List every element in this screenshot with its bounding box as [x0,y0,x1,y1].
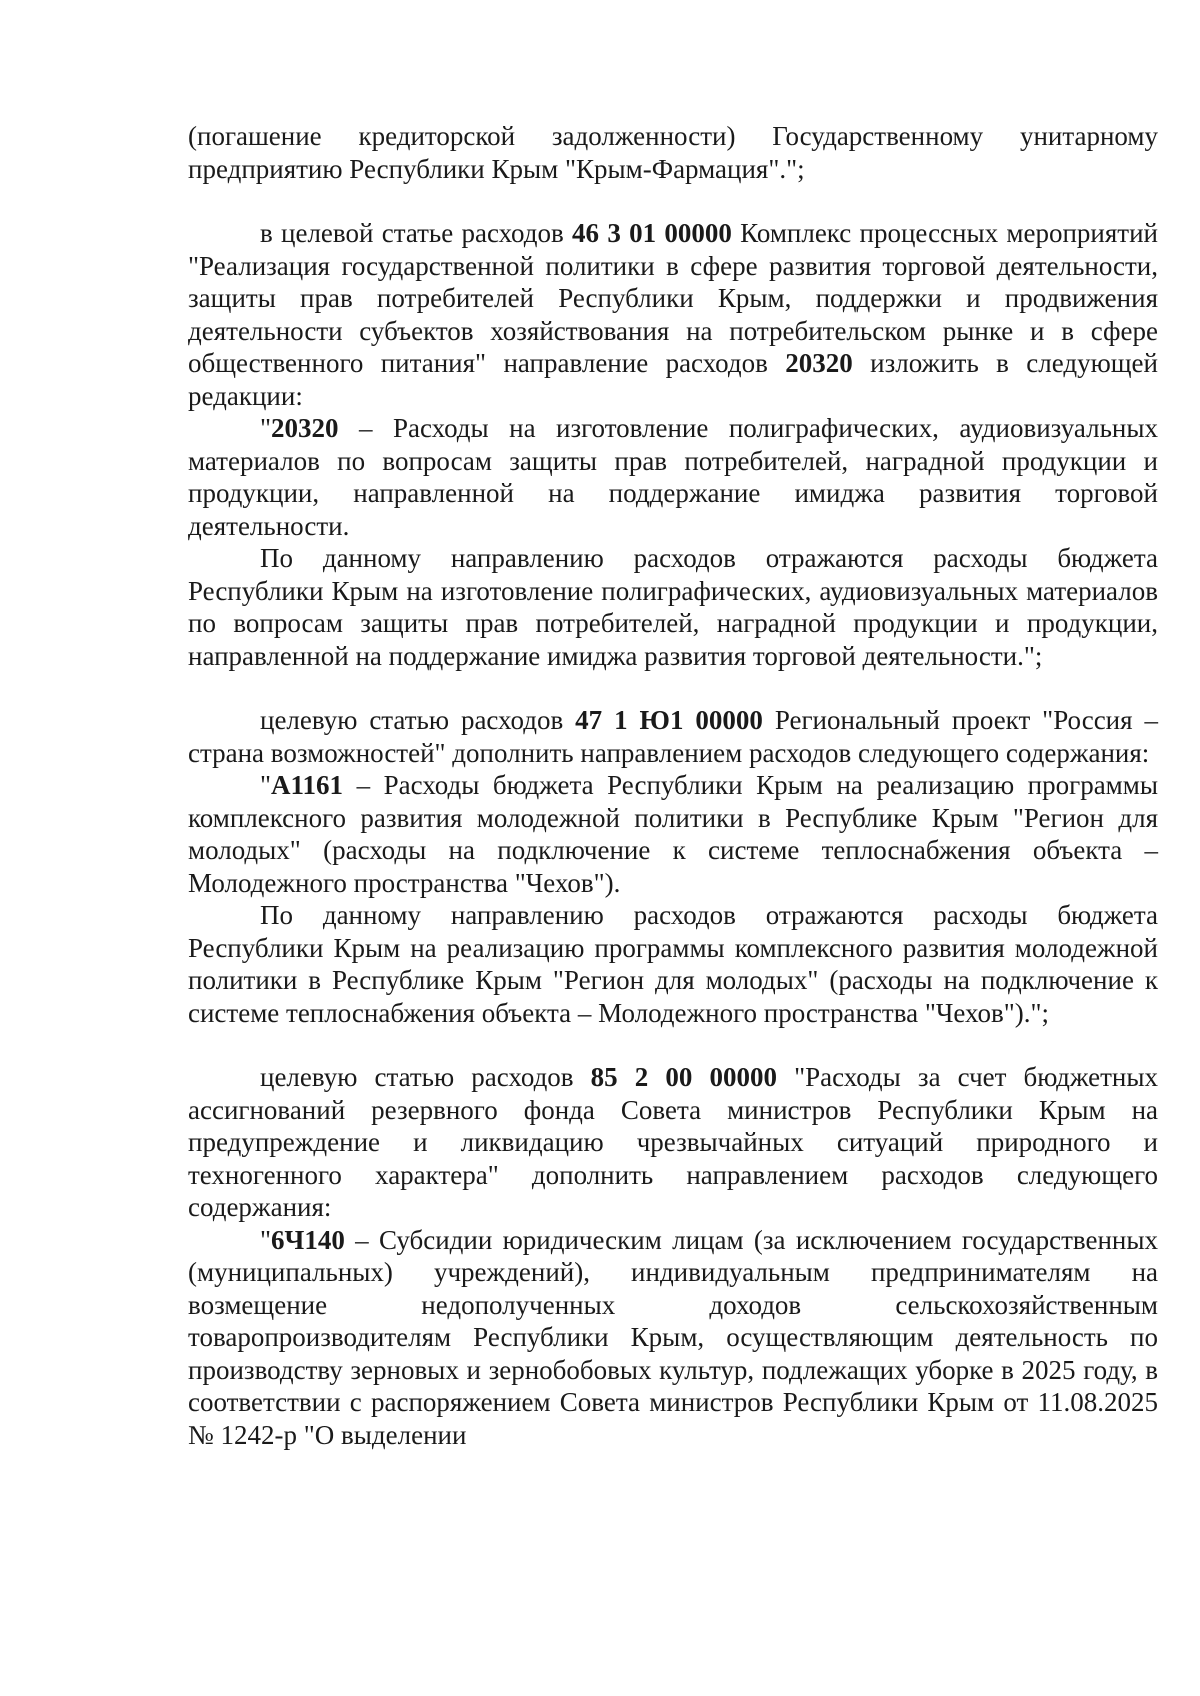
section2-code: 47 1 Ю1 00000 [575,705,763,735]
section1-def-quote: " [260,413,272,443]
section2-definition-paragraph [188,769,1158,899]
section2-lead-pre: целевую статью расходов [260,705,576,735]
section3-lead-pre: целевую статью расходов [260,1062,591,1092]
section1-lead-tail: изложить в следующей редакции: [188,348,1158,411]
section3-def-code: 6Ч140 [271,1224,345,1255]
section1-def-text: – Расходы на изготовление полиграфических, аудиовизуальных материалов по вопросам защиты прав потребителей, наградной продукции и продукции, направленной на поддержание имиджа развития торговой деятельности. [188,413,1158,541]
intro-text: (погашение кредиторской задолженности) Государственному унитарному предприятию Республики Крым "Крым-Фармация"."; [188,121,1158,184]
section2-lead-paragraph [188,704,1158,769]
section3-definition-paragraph [188,1224,1158,1452]
section3-code: 85 2 00 00000 [590,1062,777,1092]
section1-direction-code: 20320 [785,348,853,378]
intro-paragraph [188,120,1158,185]
section1-explanation-paragraph [188,542,1158,672]
section2-explanation-paragraph [188,899,1158,1029]
section1-code: 46 3 01 00000 [572,218,732,248]
section3-lead-paragraph [188,1061,1158,1224]
document-body [188,120,1158,1451]
section2-def-quote: " [260,770,272,800]
section1-definition-paragraph [188,412,1158,542]
section1-def-code: 20320 [271,413,339,443]
section2-def-text: – Расходы бюджета Республики Крым на реализацию программы комплексного развития молодежной политики в Республике Крым "Регион для молодых" (расходы на подключение к системе теплоснабжения объекта – Молодежного пространства "Чехов"). [188,770,1158,898]
section1-lead-post: Комплекс процессных мероприятий "Реализация государственной политики в сфере развития торговой деятельности, защиты прав потребителей Республики Крым, поддержки и продвижения деятельности субъектов хозяйствования на потребительском рынке и в сфере общественного питания" направление расходов [188,218,1158,378]
section3-def-text: – Субсидии юридическим лицам (за исключением государственных (муниципальных) учреждений), индивидуальным предпринимателям на возмещение недополученных доходов сельскохозяйственным товаропроизводителям Республики Крым, осуществляющим деятельность по производству зерновых и зернобобовых культур, подлежащих уборке в 2025 году, в соответствии с распоряжением Совета министров Республики Крым от 11.08.2025 № 1242-р "О выделении [188,1224,1158,1450]
section3-def-quote: " [260,1224,272,1255]
section2-lead-post: Региональный проект "Россия – страна возможностей" дополнить направлением расходов следующего содержания: [188,705,1158,768]
section3-lead-post: "Расходы за счет бюджетных ассигнований резервного фонда Совета министров Республики Крым на предупреждение и ликвидацию чрезвычайных ситуаций природного и техногенного характера" дополнить направлением расходов следующего содержания: [188,1062,1159,1222]
section2-def-code: А1161 [271,770,344,800]
section1-lead-paragraph [188,217,1158,412]
section1-lead-pre: в целевой статье расходов [260,218,573,248]
section2-expl-text: По данному направлению расходов отражаются расходы бюджета Республики Крым на реализацию программы комплексного развития молодежной политики в Республике Крым "Регион для молодых" (расходы на подключение к системе теплоснабжения объекта – Молодежного пространства "Чехов")."; [188,900,1158,1028]
section1-expl-text: По данному направлению расходов отражаются расходы бюджета Республики Крым на изготовление полиграфических, аудиовизуальных материалов по вопросам защиты прав потребителей, наградной продукции и продукции, направленной на поддержание имиджа развития торговой деятельности."; [188,543,1158,671]
